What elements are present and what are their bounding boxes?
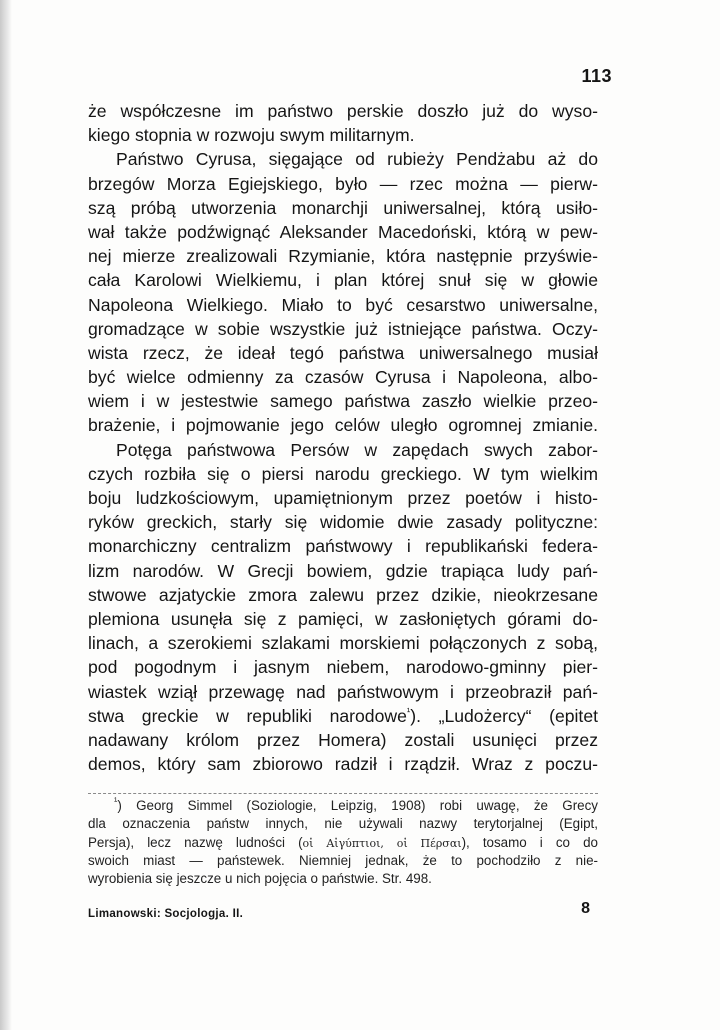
footnote-line: wyrobienia się jeszcze u nich pojęcia o państwie. Str. 498. xyxy=(88,871,432,887)
footnote-text: Persja), lecz nazwę ludności ( xyxy=(88,834,303,850)
text-line: cała Karolowi Wielkiemu, i plan której snuł się w głowie xyxy=(88,270,598,291)
text-line-with-footnote xyxy=(88,704,598,728)
text-line: brażenie, i pojmowanie jego celów uległo ogromnej zmianie. xyxy=(88,415,598,436)
footnote xyxy=(88,797,598,888)
footnote-text: ), tosamo i co do xyxy=(461,834,598,850)
text-line: boju ludzkościowym, upamiętnionym przez poetów i histo- xyxy=(88,488,598,508)
text-line: wiastek wziął przewagę nad państwowym i przeobraził pań- xyxy=(88,681,598,702)
body-text xyxy=(88,99,598,776)
footnote-marker: ¹ xyxy=(114,796,118,808)
footnote-divider xyxy=(88,793,598,794)
text-line: być wielce odmienny za czasów Cyrusa i Napoleona, albo- xyxy=(88,367,598,388)
text-line: wista rzecz, że ideał tegó państwa uniwersalnego musiał xyxy=(88,342,598,363)
text-line: wiem i w jestestwie samego państwa zaszło wielkie przeo- xyxy=(88,391,598,412)
footnote-marker[interactable]: ¹ xyxy=(406,706,411,718)
footnote-text: ) Georg Simmel (Soziologie, Leipzig, 1908) robi uwagę, że Grecy xyxy=(117,798,598,813)
footnote-greek-text: οἱ Αἰγύπτιοι, οἱ Πέρσαι xyxy=(302,836,462,850)
footnote-line xyxy=(88,797,598,815)
text-line: ryków greckich, starły się widomie dwie zasady polityczne: xyxy=(88,512,598,533)
text-line: czych rozbiła się o piersi narodu greckiego. W tym wielkim xyxy=(88,463,598,484)
text-line: nej mierze zrealizowali Rzymianie, która następnie przyświe- xyxy=(88,246,598,267)
text-line: pod pogodnym i jasnym niebem, narodowo-gminny pier- xyxy=(88,657,598,678)
text-line: demos, który sam zbiorowo radził i rządził. Wraz z poczu- xyxy=(88,754,598,775)
text-line: Napoleona Wielkiego. Miało to być cesarstwo uniwersalne, xyxy=(88,294,598,315)
text-fragment: stwa greckie w republiki narodowe xyxy=(88,705,407,726)
text-line: Potęga państwowa Persów w zapędach swych zabor- xyxy=(116,439,598,460)
text-fragment: ). „Ludożercy“ (epitet xyxy=(410,705,598,726)
text-line: lizm narodów. W Grecji bowiem, gdzie trapiąca ludy pań- xyxy=(88,560,598,581)
text-line: gromadzące w sobie wszystkie już istniejące państwa. Oczy- xyxy=(88,318,598,339)
page-binding-shadow xyxy=(0,0,12,1030)
page-number: 113 xyxy=(581,66,612,86)
text-line: monarchiczny centralizm państwowy i republikański federa- xyxy=(88,536,598,557)
text-line: kiego stopnia w rozwoju swym militarnym. xyxy=(88,125,415,146)
text-line: Państwo Cyrusa, sięgające od rubieży Pendżabu aż do xyxy=(116,149,598,170)
text-line: stwowe azjatyckie zmora zalewu przez dzikie, nieokrzesane xyxy=(88,584,598,605)
text-line: nadawany królom przez Homera) zostali usunięci przez xyxy=(88,729,598,750)
text-line: plemiona usunęła się z pamięci, w zasłoniętych górami do- xyxy=(88,608,598,629)
text-line: linach, a szerokiemi szlakami morskiemi połączonych z sobą, xyxy=(88,633,598,654)
text-line: wał także podźwignąć Aleksander Macedoński, którą w pew- xyxy=(88,221,598,242)
signature-number: 8 xyxy=(581,900,590,917)
printer-signature: Limanowski: Socjologja. II. xyxy=(88,908,244,920)
text-line: że współczesne im państwo perskie doszło już do wyso- xyxy=(88,101,598,121)
footnote-line xyxy=(88,834,598,852)
text-line: szą próbą utworzenia monarchji uniwersalnej, którą usiło- xyxy=(88,197,598,218)
footnote-line: dla oznaczenia państw innych, nie używali nazwy terytorjalnej (Egipt, xyxy=(88,816,598,832)
text-line: brzegów Morza Egiejskiego, było — rzec można — pierw- xyxy=(88,173,598,194)
footnote-line: swoich miast — państewek. Niemniej jednak, że to pochodziło z nie- xyxy=(88,852,598,868)
